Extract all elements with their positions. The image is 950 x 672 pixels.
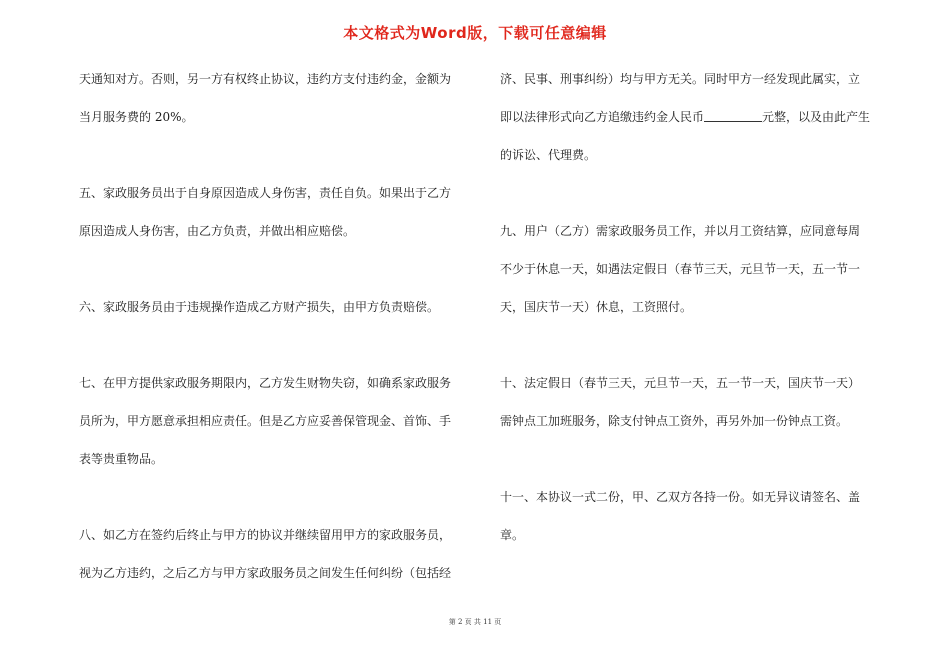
footer-prefix: 第 (448, 618, 456, 626)
clause-11 (500, 478, 888, 554)
text-line: 员所为，甲方愿意承担相应责任。但是乙方应妥善保管现金、首饰、手 (79, 414, 452, 428)
text-line: 十一、本协议一式二份，甲、乙双方各持一份。如无异议请签名、盖 (500, 490, 861, 504)
clause-6 (79, 288, 471, 326)
clause-5 (79, 174, 471, 250)
clause-8 (79, 516, 471, 592)
footer-suffix: 页 (494, 618, 502, 626)
text-line: 不少于休息一天，如遇法定假日（春节三天，元旦节一天，五一节一 (500, 262, 861, 276)
clause-7 (79, 364, 471, 478)
current-page-number: 2 (457, 618, 463, 626)
text-line: 八、如乙方在签约后终止与甲方的协议并继续留用甲方的家政服务员， (79, 528, 452, 542)
clause-9 (500, 212, 888, 326)
text-line: 视为乙方违约，之后乙方与甲方家政服务员之间发生任何纠纷（包括经 (79, 566, 452, 580)
clause-8-continuation (500, 60, 888, 174)
footer-middle: 页 共 (464, 618, 481, 626)
text-line: 天，国庆节一天）休息，工资照付。 (500, 300, 693, 314)
text-line: 十、法定假日（春节三天，元旦节一天，五一节一天，国庆节一天） (500, 376, 861, 390)
format-banner: 本文格式为Word版，下载可任意编辑 (343, 24, 607, 42)
clause-10 (500, 364, 888, 440)
text-line: 济、民事、刑事纠纷）均与甲方无关。同时甲方一经发现此属实，立 (500, 72, 861, 86)
right-column (500, 60, 888, 554)
text-line: 五、家政服务员出于自身原因造成人身伤害，责任自负。如果出于乙方 (79, 186, 452, 200)
amount-blank (704, 109, 762, 122)
paragraph-continuation (79, 60, 471, 136)
text-line: 章。 (500, 528, 525, 542)
text-line (500, 98, 888, 136)
text-line: 的诉讼、代理费。 (500, 148, 597, 162)
left-column (79, 60, 471, 592)
text-line: 表等贵重物品。 (79, 452, 164, 466)
page-footer (0, 617, 950, 627)
text-line: 需钟点工加班服务，除支付钟点工资外，再另外加一份钟点工资。 (500, 414, 849, 428)
text-line: 六、家政服务员由于违规操作造成乙方财产损失，由甲方负责赔偿。 (79, 300, 440, 314)
text-line: 原因造成人身伤害，由乙方负责，并做出相应赔偿。 (79, 224, 356, 238)
text-line: 七、在甲方提供家政服务期限内，乙方发生财物失窃，如确系家政服务 (79, 376, 452, 390)
total-page-number: 11 (483, 618, 493, 626)
text-segment: 元整，以及由此产生 (762, 110, 871, 124)
text-line: 当月服务费的 20%。 (79, 110, 194, 124)
text-line: 天通知对方。否则，另一方有权终止协议，违约方支付违约金，金额为 (79, 72, 452, 86)
text-segment: 即以法律形式向乙方追缴违约金人民币 (500, 110, 705, 124)
text-line: 九、用户（乙方）需家政服务员工作，并以月工资结算，应同意每周 (500, 224, 861, 238)
